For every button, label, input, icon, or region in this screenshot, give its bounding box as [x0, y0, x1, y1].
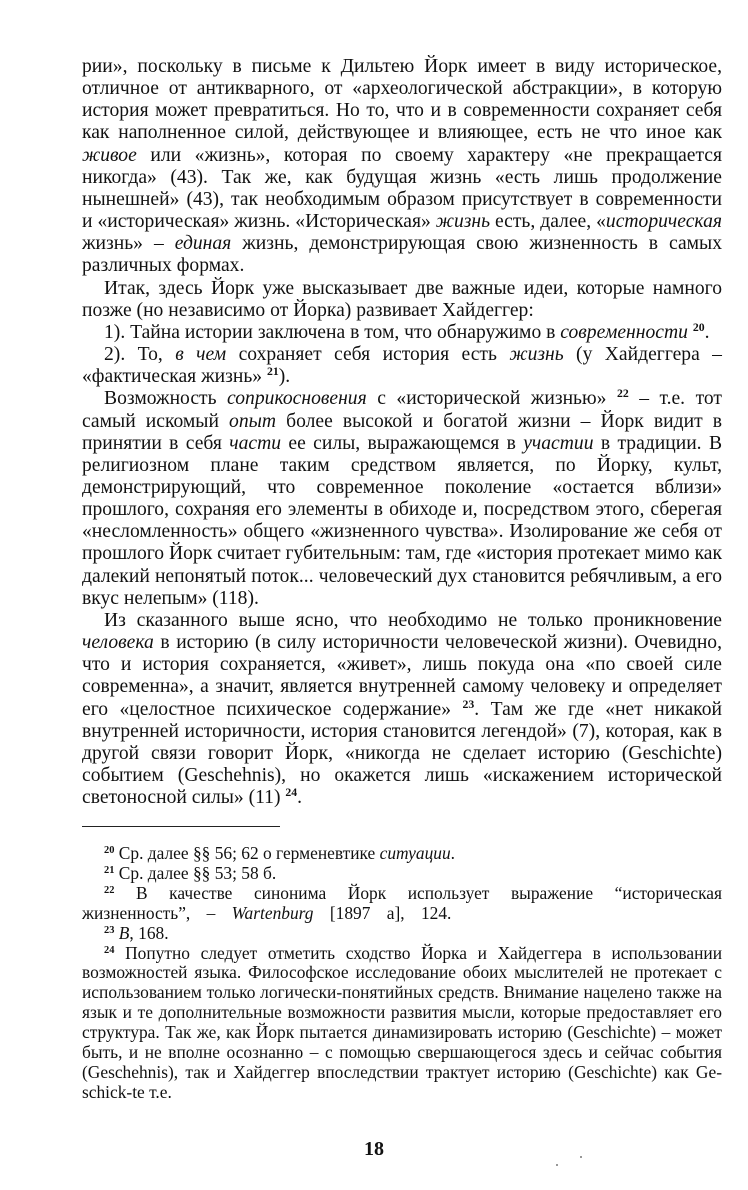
text-run: есть, далее, «	[490, 211, 606, 233]
footnote-marker: 22	[104, 884, 115, 896]
text-run: жизнь, демонстрирующая свою жизненность в самых различных формах.	[82, 233, 723, 277]
text-run: . Там же где «нет никакой внутренней историчности, история становится легендой» (7), которая, как в другой связи говорит Йорк, «никогда не сделает историю (Geschichte) событием (Geschehnis), но окажется лишь «искажением исторической светоносной силы» (11)	[82, 698, 722, 809]
footnote-marker: 24	[285, 786, 298, 800]
footnote-23	[82, 924, 722, 944]
footnote-marker: 21	[104, 864, 115, 876]
text-run: .	[704, 321, 710, 343]
emphasis-text: соприкосновения	[227, 388, 367, 410]
text-run: В качестве синонима Йорк использует выражение “историческая жизненность”, –	[82, 882, 722, 923]
text-run: .	[297, 787, 303, 809]
text-run: с «исторической жизнью»	[366, 388, 617, 410]
text-run: – т.е. тот самый искомый	[82, 388, 722, 432]
body-text	[82, 56, 722, 809]
paragraph	[82, 56, 722, 278]
footnote-22	[82, 884, 722, 924]
text-run: , 168.	[129, 922, 169, 943]
text-run: ).	[278, 366, 291, 388]
emphasis-text: жизнь	[509, 344, 564, 366]
text-run: в традиции. В религиозном плане таким средством является, по Йорку, культ, демонстрирующий, что современное поколение «остается вблизи» прошлого, сохраняя его элементы в обиходе и, посредством этого, сберегая «несломленность» общего «жизненного чувства». Изолирование же себя от прошлого Йорк считает губительным: там, где «история протекает мимо как далекий непонятый поток... человеческий дух становится ребячливым, а его вкус нелепым» (118).	[82, 432, 723, 609]
footnote-20	[82, 844, 722, 864]
text-run: .	[450, 843, 456, 863]
emphasis-text: части	[229, 432, 282, 454]
text-run: Ср. далее §§ 56; 62 о герменевтике	[114, 843, 380, 863]
text-run: или «жизнь», которая по своему характеру «не прекращается никогда» (43). Так же, как будущая жизнь «есть лишь продолжение нынешней» (43), так необходимым образом присутствует в современности и «историческая» жизнь. «Историческая»	[82, 144, 722, 233]
text-run: жизнь» –	[82, 233, 175, 255]
scan-speck	[556, 1164, 558, 1166]
footnote-marker: 21	[266, 365, 279, 379]
emphasis-text: современности	[560, 321, 688, 343]
scan-speck	[580, 1156, 582, 1158]
text-run: более высокой и богатой жизни – Йорк видит в принятии в себя	[82, 410, 722, 454]
footnote-separator	[82, 826, 280, 827]
emphasis-text: историческая	[605, 211, 722, 233]
emphasis-text: опыт	[229, 410, 277, 432]
page-number: 18	[364, 1138, 384, 1160]
paragraph	[82, 344, 722, 388]
text-run: Ср. далее §§ 53; 58 б.	[114, 862, 277, 883]
text-run: (у Хайдеггера – «фактическая жизнь»	[82, 344, 722, 388]
paragraph	[82, 388, 722, 610]
text-run: Попутно следует отметить сходство Йорка и Хайдеггера в использовании возможностей языка. Философское исследование обоих мыслителей не протекает с использованием только логически-понятийных средств. Внимание нацелено также на язык и те дополнительные возможности развития мысли, которые предоставляет его структура. Так же, как Йорк пытается динамизировать историю (Geschichte) – может быть, и не вполне осознанно – с помощью свершающегося здесь и сейчас события (Geschehnis), так и Хайдеггер впоследствии трактует историю (Geschichte) как Ge-schick-te т.е.	[82, 942, 722, 1102]
text-run: ее силы, выражающемся в	[281, 432, 524, 454]
footnote-marker: 24	[104, 944, 115, 956]
footnote-marker: 22	[616, 387, 629, 401]
footnote-marker: 23	[104, 924, 115, 936]
emphasis-text: в чем	[175, 344, 227, 366]
footnote-marker: 20	[104, 844, 115, 856]
text-run: Возможность	[104, 388, 228, 410]
emphasis-text: B	[118, 922, 130, 943]
text-run: 1). Тайна истории заключена в том, что обнаружимо в	[104, 321, 561, 343]
footnote-21	[82, 864, 722, 884]
emphasis-text: ситуации	[379, 843, 451, 863]
paragraph	[82, 278, 722, 322]
footnote-24	[82, 944, 722, 1103]
emphasis-text: живое	[82, 144, 137, 166]
paragraph	[82, 610, 722, 809]
footnote-marker: 20	[692, 320, 705, 334]
text-run: сохраняет себя история есть	[226, 344, 510, 366]
emphasis-text: участии	[523, 432, 594, 454]
emphasis-text: жизнь	[435, 211, 491, 233]
footnote-marker: 23	[462, 697, 475, 711]
paragraph	[82, 322, 722, 344]
text-run: [1897 a], 124.	[313, 902, 452, 923]
text-run: в историю (в силу историчности человеческой жизни). Очевидно, что и история сохраняется, «живет», лишь покуда она «по своей силе современна», а значит, является внутренней самому человеку и определяет его «целостное психическое содержание»	[82, 632, 722, 720]
text-run: Итак, здесь Йорк уже высказывает две важные идеи, которые намного позже (но независимо от Йорка) развивает Хайдеггер:	[82, 277, 722, 321]
main-text	[82, 56, 722, 809]
emphasis-text: Wartenburg	[231, 902, 314, 923]
footnotes	[82, 844, 722, 1103]
text-run: рии», поскольку в письме к Дильтею Йорк имеет в виду историческое, отличное от антикварного, от «археологической абстракции», в которую история может превратиться. Но то, что и в современности сохраняет себя как наполненное силой, действующее и влияющее, есть не что иное как	[82, 56, 722, 144]
text-run: 2). То,	[104, 344, 176, 366]
text-run: Из сказанного выше ясно, что необходимо не только проникновение	[104, 609, 722, 631]
emphasis-text: человека	[82, 632, 154, 654]
emphasis-text: единая	[174, 233, 232, 255]
